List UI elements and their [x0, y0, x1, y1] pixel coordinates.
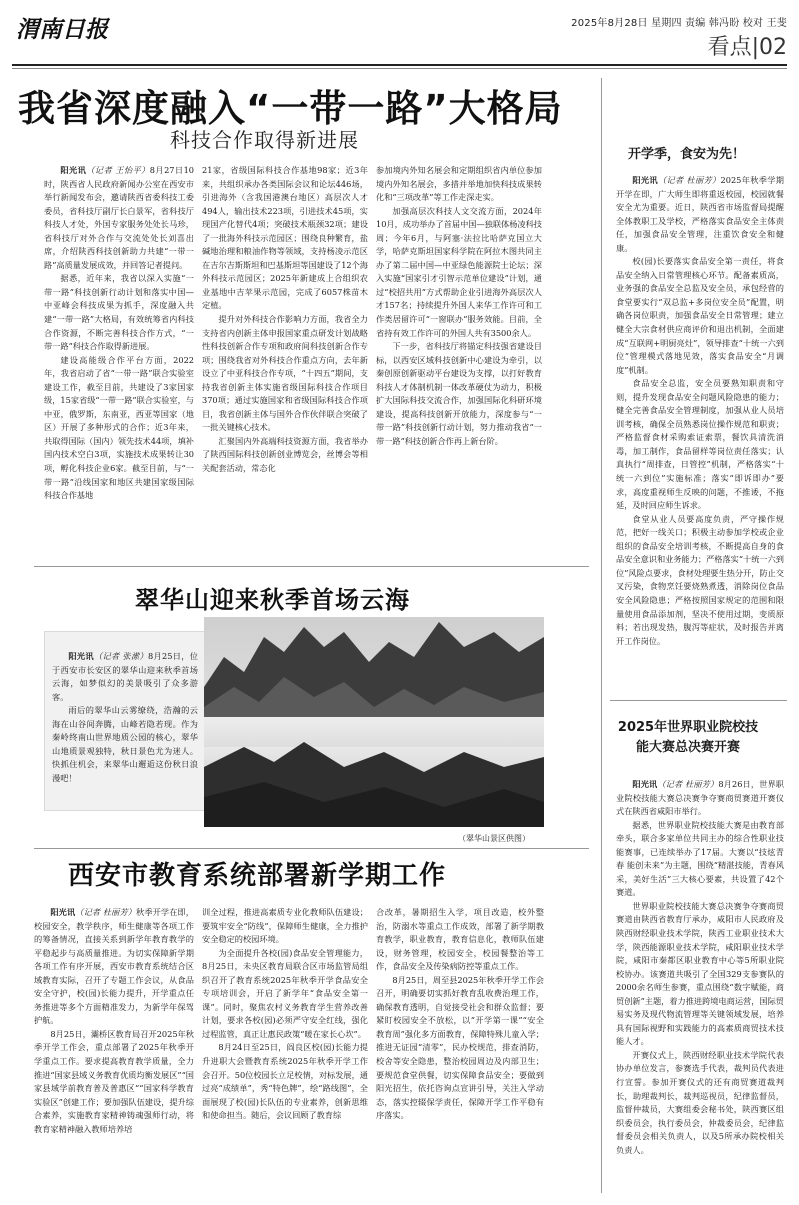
article1-para: 据悉，近年来，我省以深入实施“一带一路”科技创新行动计划和落实中国—中亚峰会科技成果为抓手，深度融入共建“一带一路”大格局，有效统筹省内科技合作资源，不断完善科技合作方式，“一带一路”科技合作取得新进展。 [44, 273, 194, 352]
article5-para: 训全过程，推进高素质专业化教师队伍建设；要筑牢安全“防线”，保障师生健康，全力推护安全稳定的校园环境。 [202, 907, 368, 945]
article5-para: 合改革，暑期招生入学，项目改造，校外整治，防溺水等重点工作成效，部署了新学期教育教学，职业教育，教育信息化，教师队伍建设，财务管理，校园安全，校园餐整治等工作，食品安全及传染病防控等重点工作。 [376, 907, 544, 972]
article1-para: 加强高层次科技人文交流方面，2024年10月，成功举办了首届中国—独联体杨凌科技周；今年6月，与阿塞·法拉比哈萨克国立大学，哈萨克斯坦国家科学院在阿拉木图共同主办了第二届中国—中亚绿色能源院士论坛；深入实施“国家引才引智示范单位建设”计划，通过“校招共用”方式帮助企业引进海外高层次人才157名；持续提升外国人来华工作许可和工作类居留许可“一窗联办”服务效能。目前，全省持有效工作许可的外国人共有3500余人。 [376, 205, 542, 338]
article3-para: 阳光讯（记者 张潆）8月25日，位于西安市长安区的翠华山迎来秋季首场云海，如梦似幻的美景吸引了众多游客。 [52, 651, 198, 702]
article5-para: 阳光讯（记者 杜丽芳）秋季开学在即，校园安全，教学秩序，师生健康等各项工作的筹备情况，直接关系到新学年教育教学的平稳起步与高质量推进。为切实保障新学期各项工作有序开展，西安市教育系统结合区域教育实际，召开了专题工作会议，从食品安全守护，校(园)长能力提升，开学重点任务推进等多个方面精准发力，为新学年保驾护航。 [34, 907, 194, 1026]
article1-column-2 [202, 164, 368, 562]
article5-para: 8月24日至25日，阎良区校(园)长能力提升进职大会暨教育系统2025年秋季开学工作会召开。50位校园长立足校情，对标发展，通过亮“成绩单”，秀“特色牌”，绘“路线图”，全面展现了校(园)长队伍的专业素养，创新思维和使命担当。随后，会议回顾了教育综 [202, 1042, 368, 1121]
article5-para: 为全面提升各校(园)食品安全管理能力，8月25日，未央区教育局联合区市场监管局组织召开了教育系统2025年秋季开学食品安全专项培训会，开启了新学年“食品安全第一课”。同时，聚焦农村义务教育学生营养改善计划，要求各校(园)必须严守安全红线，强化过程监管，真正让惠民政策“暖在家长心坎”。 [202, 947, 368, 1039]
photo-caption: （翠华山景区供图） [458, 834, 530, 843]
article3-body [52, 650, 198, 800]
article2-para: 校(园)长要落实食品安全第一责任，将食品安全纳入日常管理核心环节。配备素质高，业务强的食品安全总监及安全员，承包经营的食堂要实行“双总监+多岗位安全员”配置，明确各岗位职责，加强食品安全日常管理；建立健全大宗食材供应商评价和退出机制，全面建成“互联网+明厨亮灶”，领导排查“十统一六到位”管理模式落地见效，落实食品安全“月调度”机制。 [616, 256, 784, 375]
article5-column-2 [202, 906, 368, 1196]
article1-para: 提升对外科技合作影响力方面，我省全力支持省内创新主体申报国家重点研发计划战略性科技创新合作专项和政府间科技创新合作专项；围绕我省对外科技合作重点方向，去年新设立了中亚科技合作专项，“十四五”期间，支持我省创新主体实施省级国际科技合作项目370项；通过实施国家和省级国际科技合作项目，我省创新主体与国外合作伙伴联合突破了一批关键核心技术。 [202, 314, 368, 433]
article1-column-1 [44, 164, 194, 562]
article4-para: 开赛仪式上，陕西财经职业技术学院代表协办单位发言，参赛选手代表，裁判员代表进行宣誓。参加开赛仪式的还有商贸赛道裁判长，助理裁判长，裁判巡视员，纪律监督员，监督仲裁员，大赛组委会秘书处，陕西赛区组织委员会，执行委员会，仲裁委员会，纪律监督委员会相关负责人，以及5所承办院校相关负责人。 [616, 1049, 784, 1155]
article2-para: 食堂从业人员要高度负责，严守操作规范，把好一线关口；积极主动参加学校或企业组织的食品安全培训考核，不断提高自身的食品安全意识和业务能力；严格落实“十统一六到位”风险点要求，食材处理要生热分开，防止交叉污染，食物烹饪要烧熟煮透，消除岗位食品安全风险隐患；严格按照国家规定的范围和限量使用食品添加剂，坚决不使用过期，变质原料；若出现发热，腹泻等症状，及时报告并离开工作岗位。 [616, 513, 784, 646]
newspaper-logo [14, 12, 134, 44]
article5-column-1 [34, 906, 194, 1196]
article1-headline: 我省深度融入“一带一路”大格局 [18, 87, 563, 130]
logo-text: 渭南日报 [16, 16, 108, 43]
article3-headline: 翠华山迎来秋季首场云海 [135, 586, 410, 614]
section-divider [610, 700, 787, 701]
article5-headline: 西安市教育系统部署新学期工作 [68, 861, 447, 891]
article3-para: 雨后的翠华山云雾缭绕，浩瀚的云海在山谷间奔腾，山峰若隐若现。作为秦岭终南山世界地质公园的核心，翠华山地质景观独特，秋日景色尤为迷人。快抓住机会，来翠华山邂逅这份秋日浪漫吧！ [52, 705, 198, 783]
article4-body [616, 778, 784, 1198]
section-divider [34, 848, 589, 849]
article1-para: 汇聚国内外高端科技资源方面，我省举办了陕西国际科技创新创业博览会，丝博会等相关配套活动，常态化 [202, 435, 368, 474]
article5-para: 8月25日，周至县2025年秋季开学工作会召开，明确要切实抓好教育乱收费治理工作，确保教育透明，自觉接受社会和群众监督；要紧盯校园安全不放松，以“开学第一课”“安全教育周”强化多方面教育，保障特殊儿童入学；推进无证园“清零”，民办校规范，排查消防，校舍等安全隐患，整治校园周边及内部卫生；要规范食堂供餐，切实保障食品安全；要做到阳光招生，依托咨询点宣讲引导，关注入学动态，落实控辍保学责任，保障开学工作平稳有序落实。 [376, 974, 544, 1121]
article4-para: 据悉，世界职业院校技能大赛是由教育部牵头，联合多家单位共同主办的综合性职业技能赛事，已连续举办了17届。大赛以“技炫青春 能创未来”为主题，围绕“精湛技能，青春风采，美好生活”三大核心要素，共设置了42个赛道。 [616, 819, 784, 898]
article1-para: 下一步，省科技厅将锚定科技强省建设目标，以西安区域科技创新中心建设为牵引，以秦创原创新驱动平台建设为支撑，以打好教育科技人才体制机制一体改革硬仗为动力，积极扩大国际科技交流合作，加强国际化科研环境建设，提高科技创新开放能力，深度参与“一带一路”科技创新行动计划，努力推动我省“一带一路”科技创新合作再上新台阶。 [376, 341, 542, 446]
article1-para: 21家，省级国际科技合作基地98家；近3年来，共组织承办各类国际会议和论坛446场，引进海外（含我国港澳台地区）高层次人才494人，输出技术223项，引进技术45项，实现国产化替代4项；突破技术瓶颈32项；建设了一批海外科技示范园区；围绕良种繁育，盐碱地治理和粮油作物等领域，支持杨凌示范区在吉尔吉斯斯坦和巴基斯坦等国建设了12个海外科技示范园区；2025年新建成上合组织农业基地中吉苹果示范园，完成了6057株苗木定植。 [202, 165, 368, 311]
article1-para: 建设高能级合作平台方面，2022年，我省启动了省“一带一路”联合实验室建设工作，截至目前，共建设了3家国家级，15家省级“一带一路”联合实验室，与中亚，俄罗斯，东南亚，西亚等国家（地区）开展了多种形式的合作；近3年来，共取得国际（国内）领先技术44项，填补国内技术空白3项，实施技术成果转让30项，孵化科技企业6家。截至目前，与“一带一路”沿线国家和地区共建国家级国际科技合作基地 [44, 354, 194, 501]
article5-column-3 [376, 906, 544, 1196]
article1-para: 阳光讯（记者 王怡平）8月27日10时，陕西省人民政府新闻办公室在西安市举行新闻发布会，邀请陕西省委科技工委委员，省科技厅副厅长白景军，省科技厅科技人才处，外国专家服务处处长马珍，省科技厅对外合作与交流处处长刘喜出席，介绍陕西科技创新助力共建“一带一路”高质量发展成效，并回答记者提问。 [44, 165, 194, 270]
column-divider [601, 78, 602, 1193]
article4-para: 阳光讯（记者 杜丽芳）8月26日，世界职业院校技能大赛总决赛争夺赛商贸赛道开赛仪式在陕西省咸阳市举行。 [616, 779, 784, 817]
article1-column-3 [376, 164, 542, 562]
masthead-rule-thin [12, 68, 787, 69]
article1-subhead: 科技合作取得新进展 [170, 128, 359, 152]
article5-para: 8月25日，灞桥区教育局召开2025年秋季开学工作会，重点部署了2025年秋季开学重点工作。要求提高教育教学质量，全力推进“国家县域义务教育优质均衡发展区”“国家县域学前教育普及普惠区”“国家科学教育实验区”创建工作；要加强队伍建设，提升综合素养，实施教育家精神铸魂强师行动，将教育家精神融入教师培养培 [34, 1028, 194, 1134]
article4-headline: 2025年世界职业院校技能大赛总决赛开赛 [617, 720, 759, 755]
article2-para: 阳光讯（记者 杜丽芳）2025年秋季学期开学在即，广大师生即将重返校园，校园就餐安全尤为重要。近日，陕西省市场监督局提醒全体教职工及学校，严格落实食品安全主体责任，加强食品安全管理，注重饮食安全和健康。 [616, 175, 784, 253]
issue-info: 2025年8月28日 星期四 责编 韩冯盼 校对 王斐 [571, 18, 787, 29]
sea-of-clouds-photo [204, 617, 544, 827]
article1-para: 参加境内外知名展会和定期组织省内单位参加境内外知名展会，多措并举地加快科技成果转化和“三项改革”等工作走深走实。 [376, 165, 542, 203]
section-tag: 看点|02 [707, 35, 787, 60]
article4-para: 世界职业院校技能大赛总决赛争夺赛商贸赛道由陕西省教育厅承办，咸阳市人民政府及陕西财经职业技术学院，陕西工业职业技术大学，陕西能源职业技术学院，咸阳职业技术学院，咸阳市秦都区职业教育中心等5所职业院校协办。该赛道共吸引了全国329支参赛队的2000余名师生参赛，重点围绕“数字赋能，商贸创新”主题，着力推进跨境电商运营，国际贸易实务及现代物流管理等关键领域发展，培养具有国际视野和实践能力的高素质商贸技术技能人才。 [616, 900, 784, 1047]
masthead-rule [12, 64, 787, 66]
article2-body [616, 174, 784, 694]
article2-para: 食品安全总监，安全员要熟知职责和守则，提升发现食品安全问题风险隐患的能力；健全完善食品安全管理制度，加强从业人员培训考核，确保全员熟悉岗位操作规范和职责；严格监督食材采购索证索票，餐饮具清洗消毒，加工制作，食品留样等岗位责任落实；认真执行“周排查，日管控”机制，严格落实“十统一六到位”实施标准；落实“即诉即办”要求，高度重视师生反映的问题，不推诿，不拖延，及时回应师生诉求。 [616, 378, 784, 511]
section-divider [34, 566, 589, 567]
article2-headline: 开学季，食安为先！ [628, 147, 746, 162]
